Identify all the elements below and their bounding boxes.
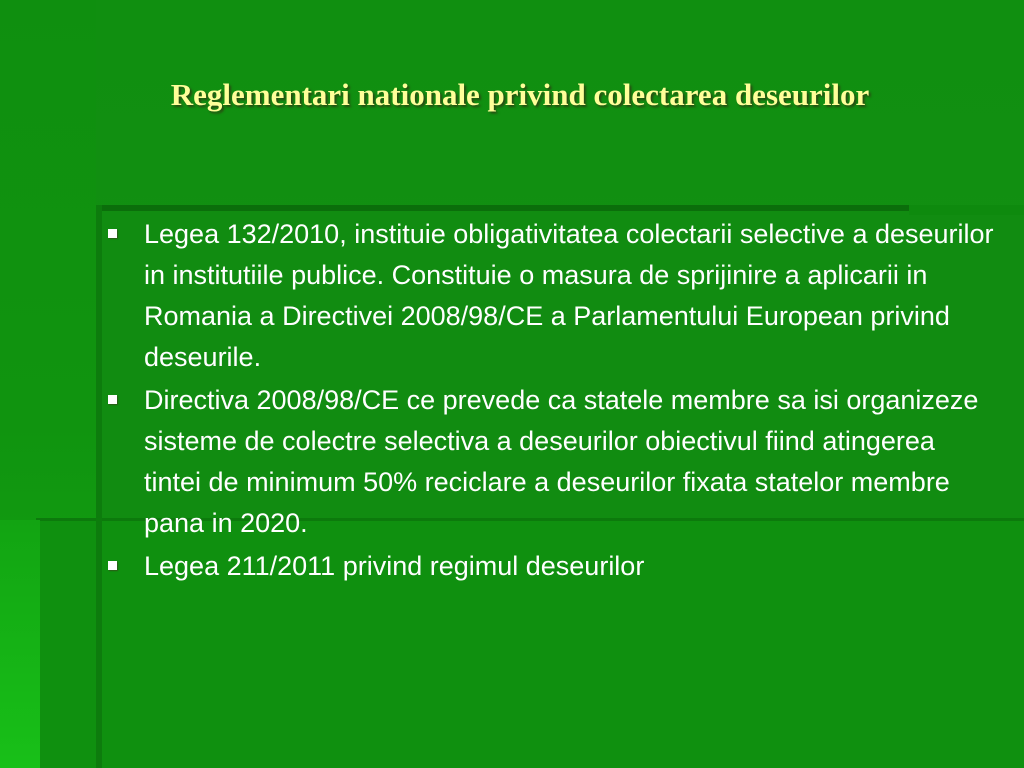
bullet-list — [108, 214, 998, 589]
slide-title: Reglementari nationale privind colectarea deseurilor — [170, 77, 870, 112]
bullet-text: Directiva 2008/98/CE ce prevede ca statele membre sa isi organizeze sisteme de colectre selectiva a deseurilor obiectivul fiind atingerea tintei de minimum 50% reciclare a deseurilor fixata statelor membre pana in 2020. — [144, 385, 979, 538]
square-bullet-icon — [108, 395, 117, 404]
bullet-text: Legea 211/2011 privind regimul deseurilor — [144, 551, 645, 581]
bullet-text: Legea 132/2010, instituie obligativitatea colectarii selective a deseurilor in institutiile publice. Constituie o masura de sprijinire a aplicarii in Romania a Directivei 2008/98/CE a Parlamentului European privind deseurile. — [144, 219, 994, 372]
bullet-item — [108, 546, 998, 587]
background-inner-shadow — [96, 205, 102, 768]
bullet-item — [108, 380, 998, 544]
bullet-item — [108, 214, 998, 378]
square-bullet-icon — [108, 229, 117, 238]
square-bullet-icon — [108, 561, 117, 570]
background-lower-left-glow — [0, 520, 40, 768]
